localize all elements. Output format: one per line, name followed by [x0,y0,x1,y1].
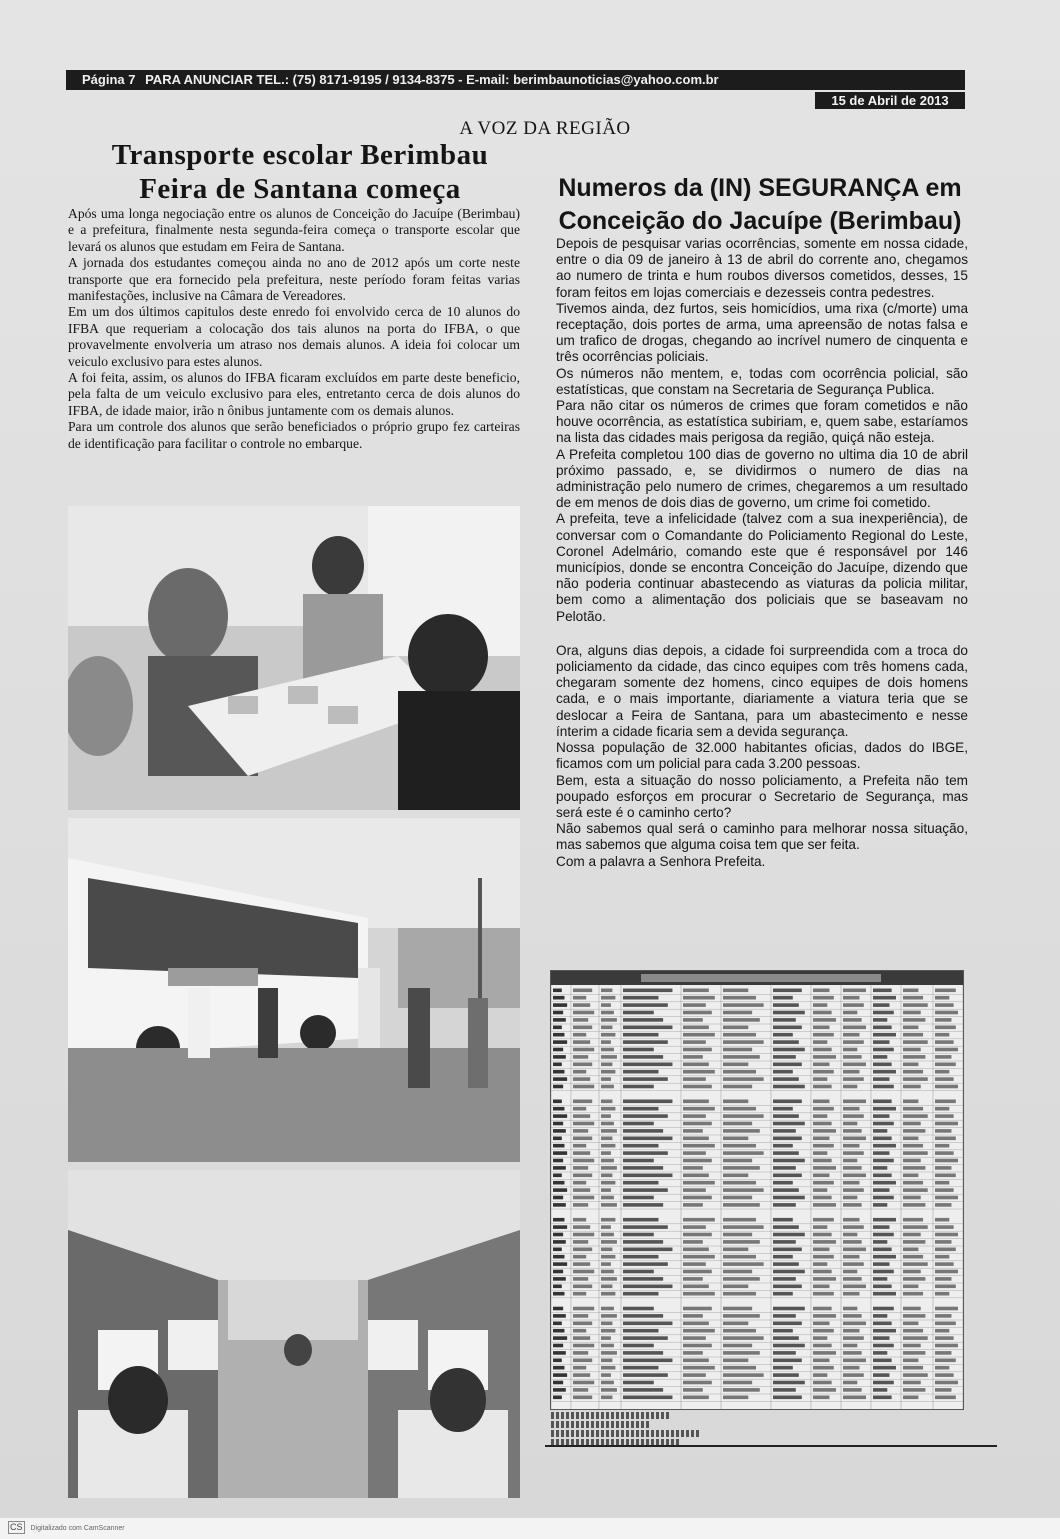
headline-left-line-2: Feira de Santana começa [139,173,461,205]
paragraph: Não sabemos qual será o caminho para melhorar nossa situação, mas sabemos que alguma coisa tem que ser feita. [556,821,968,853]
paragraph: Os números não mentem, e, todas com ocorrência policial, são estatísticas, que constam na Secretaria de Segurança Publica. [556,365,968,397]
header-strip [66,70,965,90]
paragraph: Tivemos ainda, dez furtos, seis homicídios, uma rixa (c/morte) uma receptação, dois portes de arma, uma apreensão de notas falsa e um trafico de drogas, chegando ao incrível numero de cinquenta e três ocorrências policiais. [556,300,968,365]
advertise-contact: PARA ANUNCIAR TEL.: (75) 8171-9195 / 9134-8375 - E-mail: berimbaunoticias@yahoo.com.br [145,72,719,87]
headline-right [550,172,970,238]
headline-left-line-1: Transporte escolar Berimbau [111,139,489,171]
occurrence-table-image [550,970,964,1410]
paragraph: A foi feita, assim, os alunos do IFBA ficaram excluídos em parte deste beneficio, pela falta de um veiculo exclusivo para eles, entretanto cerca de dois alunos do IFBA, de idade maior, irão n ônibus juntamente com os demais alunos. [68,370,520,418]
paragraph: Ora, alguns dias depois, a cidade foi surpreendida com a troca do policiamento da cidade, das cinco equipes com três homens cada, chegaram somente dez homens, cinco equipes de dois homens cada, e o mais importante, diariamente a viatura teria que se deslocar a Feira de Santana, para um abastecimento e nesse ínterim a cidade ficaria sem a devida segurança. [556,642,968,739]
paragraph: Em um dos últimos capitulos deste enredo foi envolvido cerca de 10 alunos do IFBA que requeriam a colocação dos tais alunos na porta do IFBA, o que provavelmente envolveria um atraso nos demais alunos. A ideia foi colocar um veiculo exclusivo para estes alunos. [68,304,520,369]
bus-interior-photo [68,1170,520,1498]
headline-left [70,138,530,206]
page-header [66,70,965,108]
bottom-rule [545,1445,997,1447]
section-title: A VOZ DA REGIÃO [459,118,631,139]
page-number: Página 7 [82,72,136,87]
table-notes [551,1412,851,1446]
headline-right-line-2: Conceição do Jacuípe (Berimbau) [558,207,962,235]
paragraph: A Prefeita completou 100 dias de governo no ultima dia 10 de abril próximo passado, e, se dividirmos o numero de dias na administração pelo numero de crimes, chegaremos a um resultado de em menos de dois dias de governo, um crime foi cometido. [556,446,968,511]
paragraph: Depois de pesquisar varias ocorrências, somente em nossa cidade, entre o dia 09 de janeiro à 13 de abril do corrente ano, chegamos ao numero de trinta e hum roubos diversos cometidos, desses, 15 foram feitos em lojas comerciais e dezesseis contra pedestres. [556,236,968,300]
article-right-body [556,236,968,870]
paragraph: Com a palavra a Senhora Prefeita. [556,853,766,869]
paragraph: A prefeita, teve a infelicidade (talvez com a sua inexperiência), de conversar com o Comandante do Policiamento Regional do Leste, Coronel Adelmário, comando este que é responsável por 146 municípios, donde se encontra Conceição do Jacuípe, dizendo que não poderia continuar abastecendo as viaturas da policia militar, bem como a alimentação dos policiais que se baseavam no Pelotão. [556,511,968,624]
scanner-caption: Digitalizado com CamScanner [30,1525,125,1532]
paragraph: Nossa população de 32.000 habitantes oficias, dados do IBGE, ficamos com um policial para cada 3.200 pessoas. [556,740,968,772]
camscanner-logo-icon: CS [10,1522,23,1532]
paragraph: Para um controle dos alunos que serão beneficiados o próprio grupo fez carteiras de identificação para facilitar o controle no embarque. [68,419,520,451]
paragraph: Para não citar os números de crimes que foram cometidos e não houve ocorrência, as estatística subiriam, e, quem sabe, estaríamos na lista das cidades mais perigosa da região, quiçá não esteja. [556,398,968,446]
paragraph: Bem, esta a situação do nosso policiamento, a Prefeita não tem poupado esforços em procurar o Secretario de Segurança, mas será este é o caminho certo? [556,772,968,820]
students-at-table-photo [68,506,520,810]
issue-date: 15 de Abril de 2013 [815,92,965,109]
bus-photo [68,818,520,1162]
paragraph: A jornada dos estudantes começou ainda no ano de 2012 após um corte neste transporte que era fornecido pela prefeitura, neste período foram feitas varias manifestações, inclusive na Câmara de Vereadores. [68,255,520,304]
scanner-watermark [0,1518,1060,1539]
article-left-body [68,206,520,452]
paragraph: Após uma longa negociação entre os alunos de Conceição do Jacuípe (Berimbau) e a prefeitura, finalmente nesta segunda-feira começa o transporte escolar que levará os alunos que estudam em Feira de Santana. [68,206,520,254]
headline-right-line-1: Numeros da (IN) SEGURANÇA em [558,174,962,202]
